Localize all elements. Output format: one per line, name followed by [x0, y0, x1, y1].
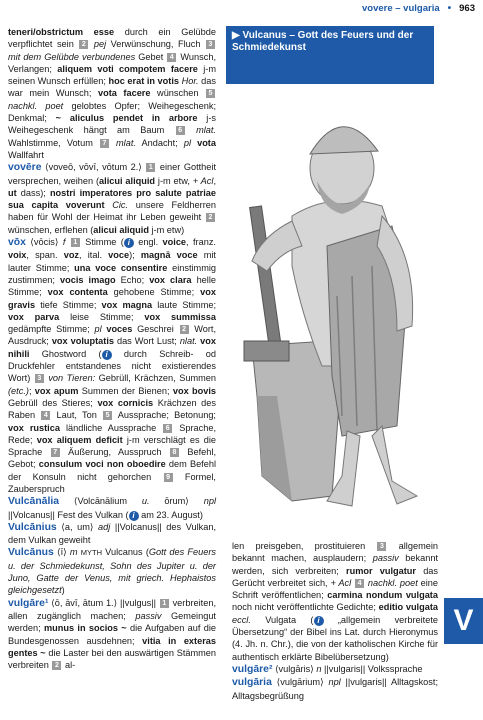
page-number: 963	[459, 3, 475, 14]
entry-vovere: vovēre ⟨voveō, vōvī, vōtum 2.⟩ 1 einer Gottheit versprechen, weihen (alicui aliquid j-m etw, + Acl, ut dass); nostri imperatores pro salute patriae sua capita voverunt Cic. unsere Feldherren haben für Wohl der Heimat ihr Leben geweiht 2 wünschen, erflehen (alicui aliquid j-m etw)	[8, 162, 217, 235]
letter-thumb-index: V	[444, 598, 483, 644]
entry-vulgare1-cont: len preisgeben, prostituieren 3 allgemein bekannt machen, ausplaudern; passiv bekannt werden, sich verbreiten; rumor vulgatur das Gerücht verbreitet sich, + Acl 4 nachkl. poet eine Schrift veröffentlichen; carmina nondum vulgata noch nicht veröffentlichte Gedichte; editio vulgata eccl. Vulgata ( i „allgemein verbreitete Übersetzung“ der Bibel ins Lat. durch Hieronymus (4. Jh. n. Chr.), die von der katholischen Kirche für authentisch erklärte Bibelübersetzung)	[232, 541, 439, 662]
left-column	[8, 26, 216, 671]
running-header	[362, 3, 475, 14]
info-box-header	[226, 26, 434, 84]
entry-vulcanius: Vulcānius ⟨a, um⟩ adj ||Volcanus|| des Vulkan, dem Vulkan geweiht	[8, 521, 216, 546]
entry-vulgaria: vulgāria ⟨vulgārium⟩ npl ||vulgaris|| Alltagskost; Alltagsbegrüßung	[232, 677, 438, 701]
vulcanus-statue-illustration	[232, 96, 437, 526]
entry-vox: vōx ⟨vōcis⟩ f 1 Stimme ( i engl. voice, franz. voix, span. voz, ital. voce); magnā voce mit lauter Stimme; una voce consentire einstimmig zustimmen; vocis imago Echo; vox clara helle Stimme; vox contenta gehobene Stimme; vox gravis tiefe Stimme; vox magna laute Stimme; vox parva leise Stimme; vox summissa gedämpfte Stimme; pl voces Geschrei 2 Wort, Ausdruck; vox voluptatis das Wort Lust; nlat. vox nihili Ghostword ( i durch Schreib- od Druckfehler entstandenes nicht existierendes Wort) 3 von Tieren: Gebrüll, Krächzen, Summen (etc.); vox apum Summen der Bienen; vox bovis Gebrüll des Stieres; vox cornicis Krächzen des Raben 4 Laut, Ton 5 Aussprache; Betonung; vox rustica ländliche Aussprache 6 Sprache, Rede; vox aliquem deficit j-m verschlägt es die Sprache 7 Äußerung, Ausspruch 8 Befehl, Gebot; consulum voci non oboedire dem Befehl der Konsuln nicht gehorchen 9 Formel, Zauberspruch	[8, 237, 217, 494]
entry-votum-cont: teneri/obstrictum esse durch ein Gelübde verpflichtet sein 2 pej Verwünschung, Fluch 3 mit dem Gelübde verbundenes Gebet 4 Wunsch, Verlangen; aliquem voti compotem facere j-m seinen Wunsch erfüllen; hoc erat in votis Hor. das war mein Wunsch; vota facere wünschen 5 nachkl. poet gelobtes Opfer; Weihegeschenk; Denkmal; ~ aliculus pendet in arbore j-s Weihegeschenk hängt am Baum 6 mlat. Wahlstimme, Votum 7 mlat. Andacht; pl vota Wallfahrt	[8, 27, 217, 160]
entry-vulgare2: vulgāre² ⟨vulgāris⟩ n ||vulgaris|| Volkssprache	[232, 663, 423, 675]
info-box-title: ▶ Vulcanus – Gott des Feuers und der Schmiedekunst	[232, 30, 414, 53]
header-title: vovere – vulgaria	[361, 3, 440, 14]
header-bullet: •	[447, 3, 452, 14]
right-column	[232, 540, 438, 702]
entry-vulcanus: Vulcānus ⟨ī⟩ m MYTH Vulcanus (Gott des Feuers u. der Schmiedekunst, Sohn des Jupiter u. der Juno, Gatte der Venus, mit griech. Hephaistos gleichgesetzt)	[8, 547, 217, 596]
entry-vulgare1: vulgāre¹ ⟨ō, āvī, ātum 1.⟩ ||vulgus|| 1 verbreiten, allen zugänglich machen; passiv Gemeingut werden; munus in socios ~ die Aufgaben auf die Bundesgenossen ausdehnen; vitia in exteras gentes ~ die Laster bei den auswärtigen Stämmen verbreiten 2 al-	[8, 597, 217, 671]
entry-vulcanalia: Vulcānālia ⟨Volcānālium u. ōrum⟩ npl ||Volcanus|| Fest des Vulkan ( i am 23. August)	[8, 496, 216, 520]
